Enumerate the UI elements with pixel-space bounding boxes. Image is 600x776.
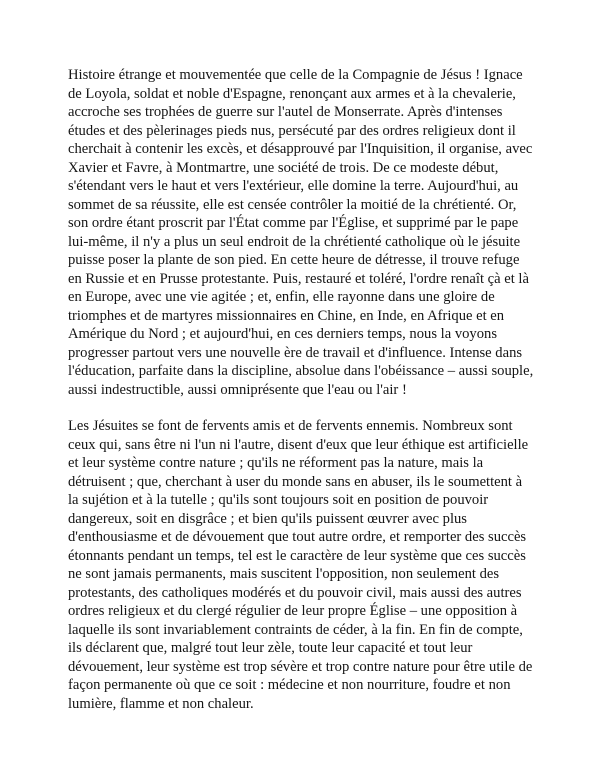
paragraph-jesuit-criticism: Les Jésuites se font de fervents amis et de fervents ennemis. Nombreux sont ceux qui, sans être ni l'un ni l'autre, disent d'eux que leur éthique est artificielle et leur système contre nature ; qu'ils ne réforment pas la nature, mais la détruisent ; que, cherchant à user du monde sans en abuser, ils le soumettent à la sujétion et à la tutelle ; qu'ils sont toujours soit en position de pouvoir dangereux, soit en disgrâce ; et bien qu'ils puissent œuvrer avec plus d'enthousiasme et de dévouement que tout autre ordre, et remporter des succès étonnants pendant un temps, tel est le caractère de leur système que ces succès ne sont jamais permanents, mais suscitent l'opposition, non seulement des protestants, des catholiques modérés et du pouvoir civil, mais aussi des autres ordres religieux et du clergé régulier de leur propre Église – une opposition à laquelle ils sont invariablement contraints de céder, à la fin. En fin de compte, ils déclarent que, malgré tout leur zèle, toute leur capacité et tout leur dévouement, leur système est trop sévère et trop contre nature pour être utile de façon permanente où que ce soit : médecine et non nourriture, foudre et non lumière, flamme et non chaleur. bbox=[68, 418, 533, 712]
document-page bbox=[68, 66, 534, 713]
paragraph-jesuit-history: Histoire étrange et mouvementée que celle de la Compagnie de Jésus ! Ignace de Loyola, soldat et noble d'Espagne, renonçant aux armes et à la chevalerie, accroche ses trophées de guerre sur l'autel de Monserrate. Après d'intenses études et des pèlerinages pieds nus, persécuté par des ordres religieux dont il cherchait à contenir les excès, et désapprouvé par l'Inquisition, il organise, avec Xavier et Favre, à Montmartre, une société de trois. De ce modeste début, s'étendant vers le haut et vers l'extérieur, elle domine la terre. Aujourd'hui, au sommet de sa réussite, elle est censée contrôler la moitié de la chrétienté. Or, son ordre étant proscrit par l'État comme par l'Église, et supprimé par le pape lui-même, il n'y a plus un seul endroit de la chrétienté catholique où le jésuite puisse poser la plante de son pied. En cette heure de détresse, il trouve refuge en Russie et en Prusse protestante. Puis, restauré et toléré, l'ordre renaît çà et là en Europe, avec une vie agitée ; et, enfin, elle rayonne dans une gloire de triomphes et de martyres missionnaires en Chine, en Inde, en Afrique et en Amérique du Nord ; et aujourd'hui, en ces derniers temps, nous la voyons progresser partout vers une nouvelle ère de travail et d'influence. Intense dans l'éducation, parfaite dans la discipline, absolue dans l'obéissance – aussi souple, aussi indestructible, aussi omniprésente que l'eau ou l'air ! bbox=[68, 67, 534, 398]
